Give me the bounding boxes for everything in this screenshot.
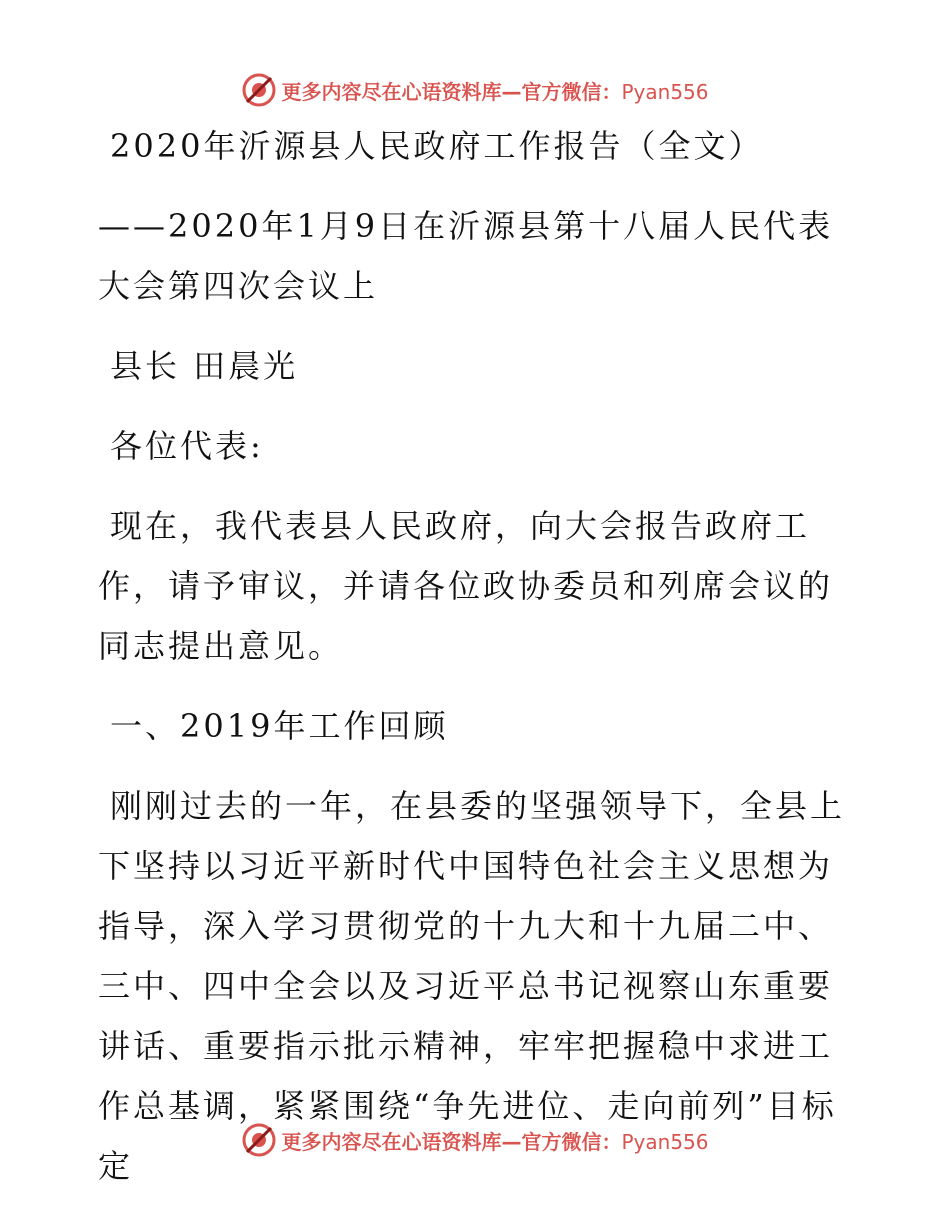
- document-salutation: 各位代表:: [110, 427, 264, 465]
- section-paragraph: 刚刚过去的一年，在县委的坚强领导下，全县上下坚持以习近平新时代中国特色社会主义思想为指导，深入学习贯彻党的十九大和十九届二中、三中、四中全会以及习近平总书记视察山东重要讲话、重要指示批示精神，牢牢把握稳中求进工作总基调，紧紧围绕“争先进位、走向前列”目标定: [98, 787, 846, 1185]
- logo-icon: [241, 72, 277, 108]
- watermark-banner-top: [0, 70, 950, 110]
- document-intro: 现在，我代表县人民政府，向大会报告政府工作，请予审议，并请各位政协委员和列席会议的同志提出意见。: [98, 507, 834, 665]
- document-title: 2020年沂源县人民政府工作报告（全文）: [110, 127, 764, 165]
- watermark-text: 更多内容尽在心语资料库—官方微信：: [281, 79, 622, 104]
- logo-icon: [241, 1122, 277, 1158]
- watermark-banner-bottom: [0, 1120, 950, 1160]
- section-heading: 一、2019年工作回顾: [110, 707, 449, 745]
- document-speaker: 县长 田晨光: [110, 347, 299, 385]
- watermark-wechat: Pyan556: [621, 1129, 709, 1154]
- document-body: [98, 116, 858, 1216]
- document-subtitle: ——2020年1月9日在沂源县第十八届人民代表大会第四次会议上: [98, 207, 834, 305]
- watermark-text: 更多内容尽在心语资料库—官方微信：: [281, 1129, 622, 1154]
- watermark-wechat: Pyan556: [621, 79, 709, 104]
